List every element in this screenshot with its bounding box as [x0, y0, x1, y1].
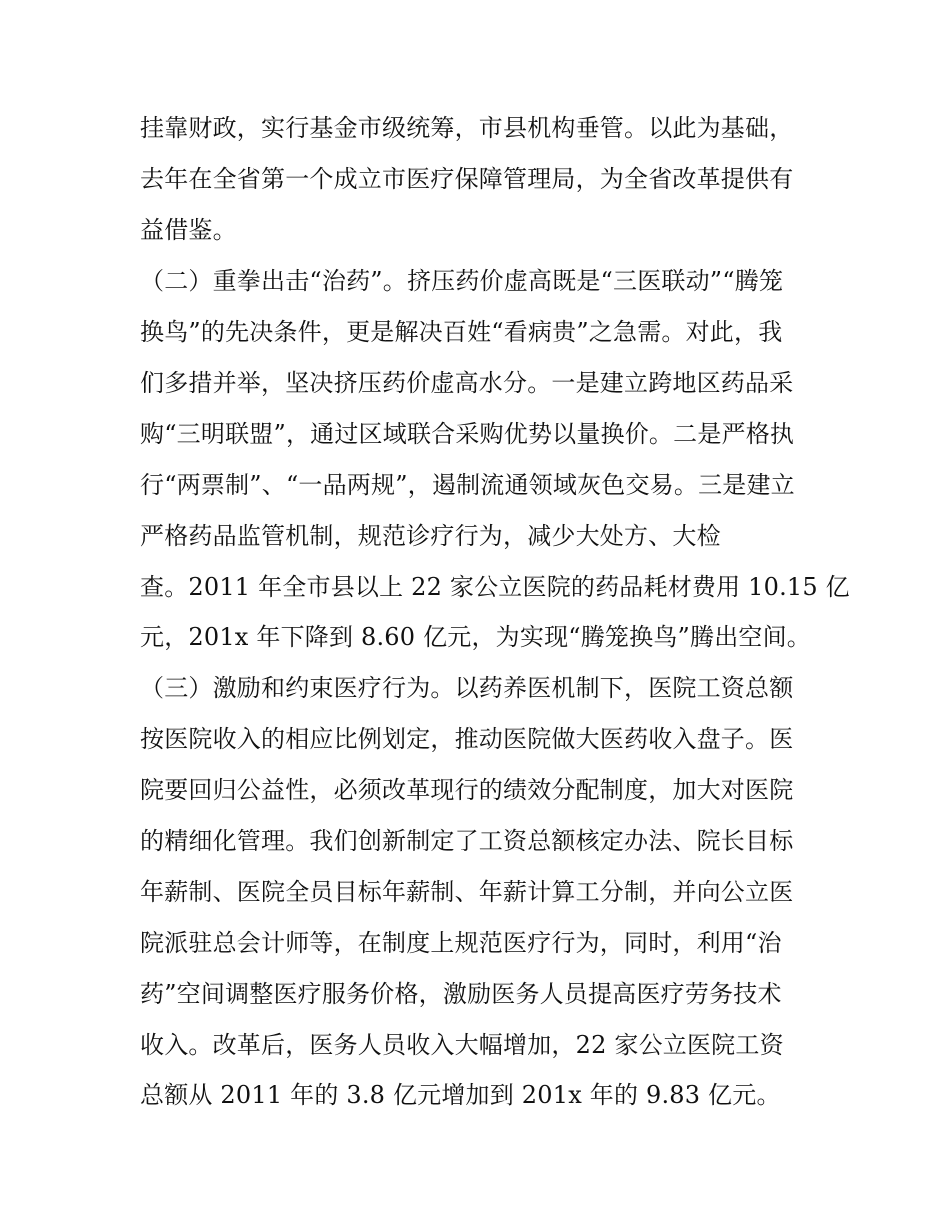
text-line: 去年在全省第一个成立市医疗保障管理局，为全省改革提供有	[140, 165, 794, 193]
text-line: 按医院收入的相应比例划定，推动医院做大医药收入盘子。医	[140, 725, 794, 753]
text-line: 挂靠财政，实行基金市级统筹，市县机构垂管。以此为基础，	[140, 114, 794, 142]
text-line: 总额从 2011 年的 3.8 亿元增加到 201x 年的 9.83 亿元。	[140, 1081, 781, 1109]
text-line: 年薪制、医院全员目标年薪制、年薪计算工分制，并向公立医	[140, 878, 794, 906]
text-line: 购“三明联盟”，通过区域联合采购优势以量换价。二是严格执	[140, 420, 795, 448]
text-line: 院要回归公益性，必须改革现行的绩效分配制度，加大对医院	[140, 776, 794, 804]
text-line: 的精细化管理。我们创新制定了工资总额核定办法、院长目标	[140, 827, 794, 855]
text-line: 院派驻总会计师等，在制度上规范医疗行为，同时，利用“治	[140, 929, 782, 957]
text-line: 行“两票制”、“一品两规”，遏制流通领域灰色交易。三是建立	[140, 471, 795, 499]
text-line: 元，201x 年下降到 8.60 亿元，为实现“腾笼换鸟”腾出空间。	[140, 623, 812, 651]
text-line: （三）激励和约束医疗行为。以药养医机制下，医院工资总额	[140, 674, 794, 702]
text-line: （二）重拳出击“治药”。挤压药价虚高既是“三医联动”“腾笼	[140, 267, 784, 295]
text-line: 查。2011 年全市县以上 22 家公立医院的药品耗材费用 10.15 亿	[140, 573, 850, 601]
text-line: 收入。改革后，医务人员收入大幅增加，22 家公立医院工资	[140, 1031, 784, 1059]
text-line: 益借鉴。	[140, 216, 237, 244]
text-line: 严格药品监管机制，规范诊疗行为，减少大处方、大检	[140, 522, 721, 550]
text-line: 换鸟”的先决条件，更是解决百姓“看病贵”之急需。对此，我	[140, 318, 783, 346]
text-line: 药”空间调整医疗服务价格，激励医务人员提高医疗劳务技术	[140, 980, 782, 1008]
text-line: 们多措并举，坚决挤压药价虚高水分。一是建立跨地区药品采	[140, 369, 794, 397]
